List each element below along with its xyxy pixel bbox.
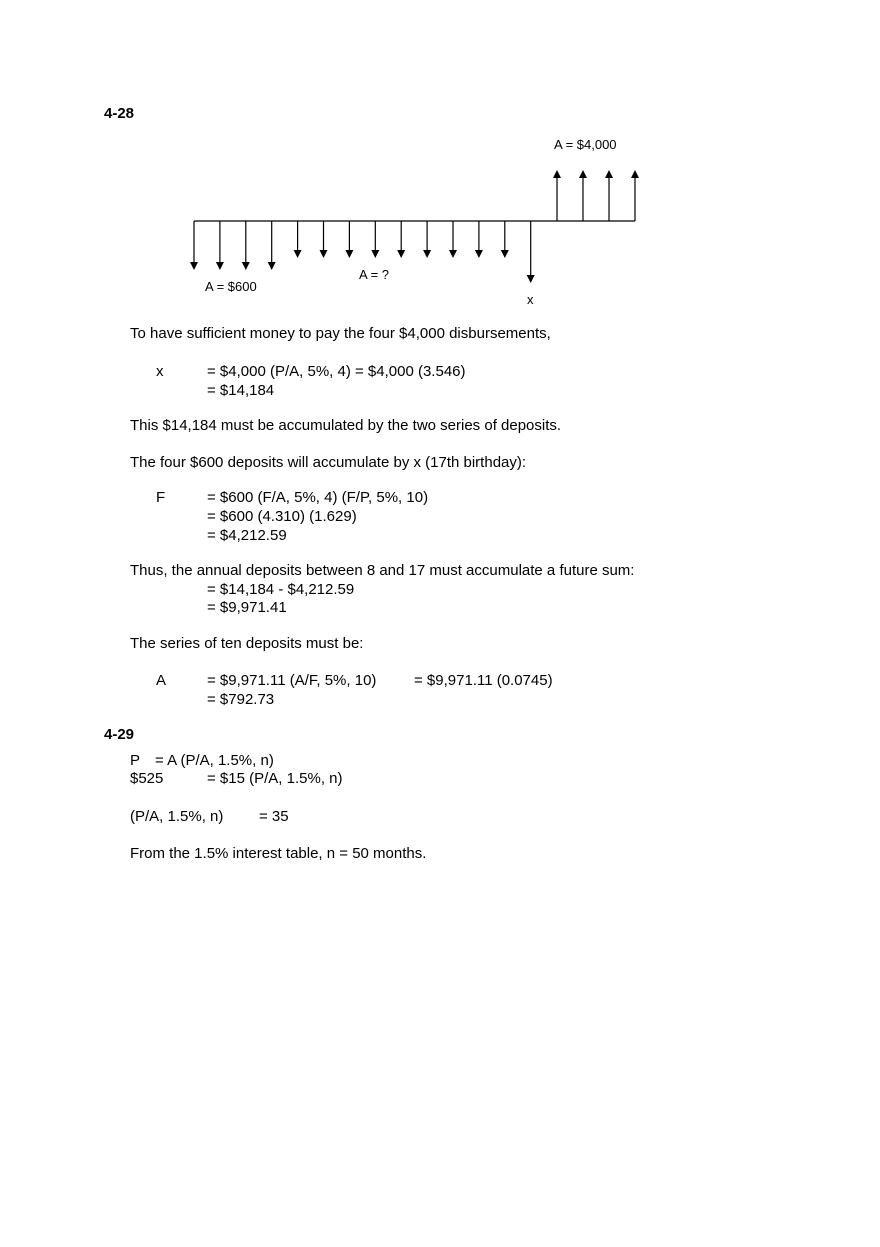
accumulate-text: This $14,184 must be accumulated by the two series of deposits.: [130, 417, 562, 434]
deposit-arrow-head: [397, 250, 405, 258]
deposit-arrow-head: [501, 250, 509, 258]
f-equation-line-1: = $600 (F/A, 5%, 4) (F/P, 5%, 10): [207, 489, 429, 506]
deposit-arrow-head: [190, 262, 198, 270]
intro-text: To have sufficient money to pay the four $4,000 disbursements,: [130, 325, 551, 342]
x-equation-line-1: = $4,000 (P/A, 5%, 4) = $4,000 (3.546): [207, 363, 466, 380]
disbursement-arrow-head: [579, 170, 587, 178]
deposit-arrow-head: [294, 250, 302, 258]
conclusion-text: From the 1.5% interest table, n = 50 months.: [130, 845, 427, 862]
a-label: A: [156, 672, 167, 689]
deposit-arrow-head: [423, 250, 431, 258]
a-equation-part-1: = $9,971.11 (A/F, 5%, 10): [207, 672, 377, 689]
f-label: F: [156, 489, 166, 506]
a-equation-line-2: = $792.73: [207, 691, 275, 708]
f-equation-line-3: = $4,212.59: [207, 527, 287, 544]
four-deposits-text: The four $600 deposits will accumulate by x (17th birthday):: [130, 454, 527, 471]
thus-text: Thus, the annual deposits between 8 and 17 must accumulate a future sum:: [130, 562, 635, 579]
deposit-arrow-head: [475, 250, 483, 258]
x-label: x: [156, 363, 164, 380]
disbursement-arrow-head: [631, 170, 639, 178]
label-deposits: A = $600: [205, 279, 257, 294]
deposit-arrow-head: [216, 262, 224, 270]
f-equation-line-2: = $600 (4.310) (1.629): [207, 508, 357, 525]
deposit-arrow-head: [371, 250, 379, 258]
x-equation-line-2: = $14,184: [207, 382, 275, 399]
eq3-right: = 35: [259, 808, 289, 825]
label-unknown-series: A = ?: [359, 267, 389, 282]
deposit-arrow-head: [320, 250, 328, 258]
disbursement-arrow-head: [605, 170, 613, 178]
cash-flow-diagram: [0, 0, 880, 320]
eq2-right: = $15 (P/A, 1.5%, n): [207, 770, 343, 787]
label-x: x: [527, 292, 534, 307]
deposit-arrow-head: [449, 250, 457, 258]
series-text: The series of ten deposits must be:: [130, 635, 364, 652]
disbursement-arrow-head: [553, 170, 561, 178]
disbursement-arrows: [553, 170, 639, 221]
deposit-arrow-head: [242, 262, 250, 270]
problem-number-4-29: 4-29: [104, 726, 135, 743]
deposit-arrow-head: [345, 250, 353, 258]
thus-line-2: = $9,971.41: [207, 599, 287, 616]
eq1-left: P: [130, 752, 141, 769]
eq1-right: = A (P/A, 1.5%, n): [155, 752, 274, 769]
deposit-arrow-head: [268, 262, 276, 270]
label-receipts: A = $4,000: [554, 137, 617, 152]
problem-number-4-28: 4-28: [104, 105, 135, 122]
deposit-arrow-head: [527, 275, 535, 283]
eq2-left: $525: [130, 770, 164, 787]
thus-line-1: = $14,184 - $4,212.59: [207, 581, 355, 598]
eq3-left: (P/A, 1.5%, n): [130, 808, 224, 825]
a-equation-part-2: = $9,971.11 (0.0745): [414, 672, 553, 689]
